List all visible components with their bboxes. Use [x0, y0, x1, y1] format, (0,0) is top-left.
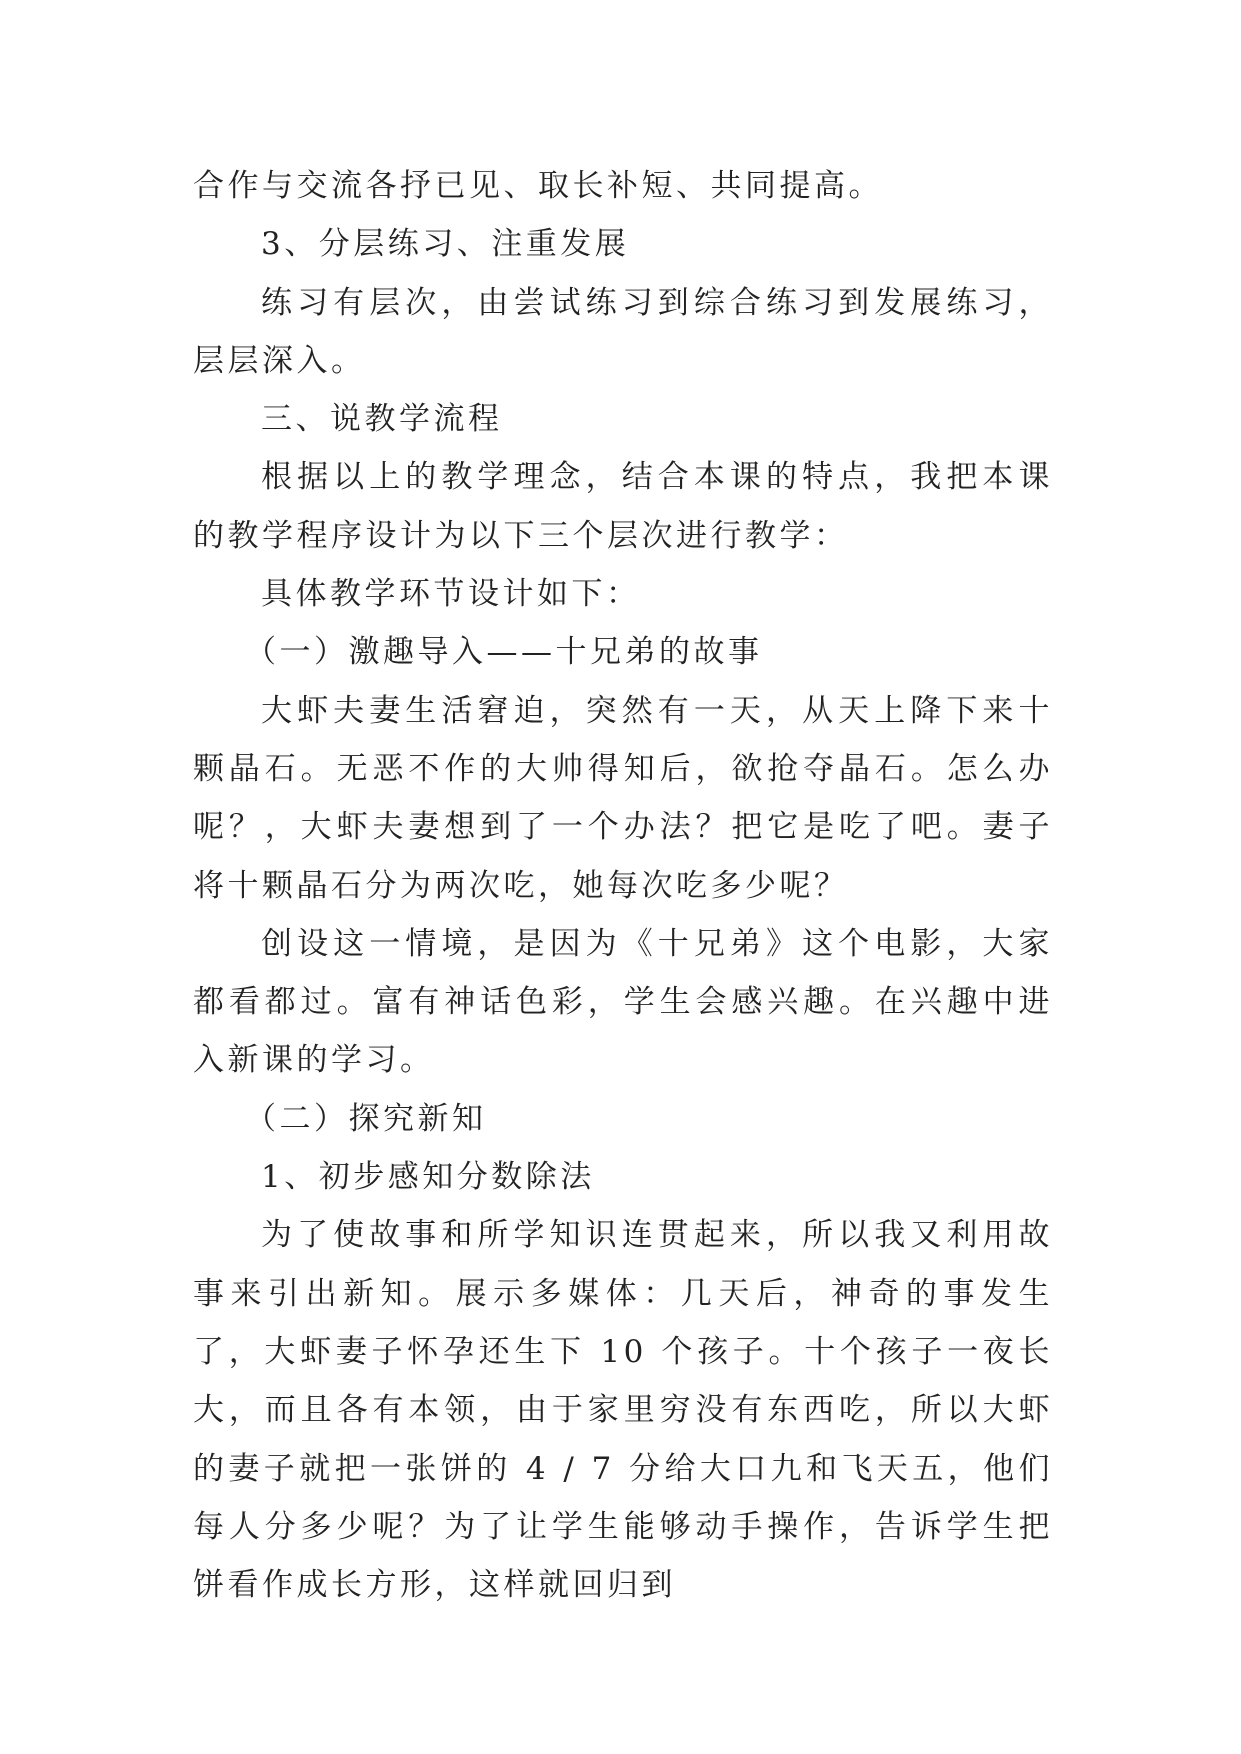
paragraph: 合作与交流各抒已见、取长补短、共同提高。	[193, 168, 883, 204]
section-subheading: 3、分层练习、注重发展	[261, 226, 630, 263]
paragraph: 创设这一情境，是因为《十兄弟》这个电影，大家都看都过。富有神话色彩，学生会感兴趣。在兴趣中进入新课的学习。	[193, 925, 1053, 1079]
section-subheading: （一）激趣导入——十兄弟的故事	[245, 634, 763, 671]
section-subheading: （二）探究新知	[245, 1100, 487, 1137]
paragraph: 根据以上的教学理念，结合本课的特点，我把本课的教学程序设计为以下三个层次进行教学：	[193, 459, 1053, 554]
document-body	[193, 157, 1053, 1614]
section-subheading: 1、初步感知分数除法	[261, 1159, 595, 1196]
paragraph: 大虾夫妻生活窘迫，突然有一天，从天上降下来十颗晶石。无恶不作的大帅得知后，欲抢夺晶石。怎么办呢？，大虾夫妻想到了一个办法？把它是吃了吧。妻子将十颗晶石分为两次吃，她每次吃多少呢？	[193, 692, 1053, 904]
section-heading: 三、说教学流程	[261, 401, 503, 438]
paragraph: 练习有层次，由尝试练习到综合练习到发展练习，层层深入。	[193, 284, 1053, 379]
paragraph: 具体教学环节设计如下：	[261, 576, 641, 613]
paragraph: 为了使故事和所学知识连贯起来，所以我又利用故事来引出新知。展示多媒体：几天后，神奇的事发生了，大虾妻子怀孕还生下 10 个孩子。十个孩子一夜长大，而且各有本领，由于家里穷没有东西吃，所以大虾的妻子就把一张饼的 4 / 7 分给大口九和飞天五，他们每人分多少呢？为了让学生能够动手操作，告诉学生把饼看作成长方形，这样就回归到	[193, 1217, 1053, 1604]
